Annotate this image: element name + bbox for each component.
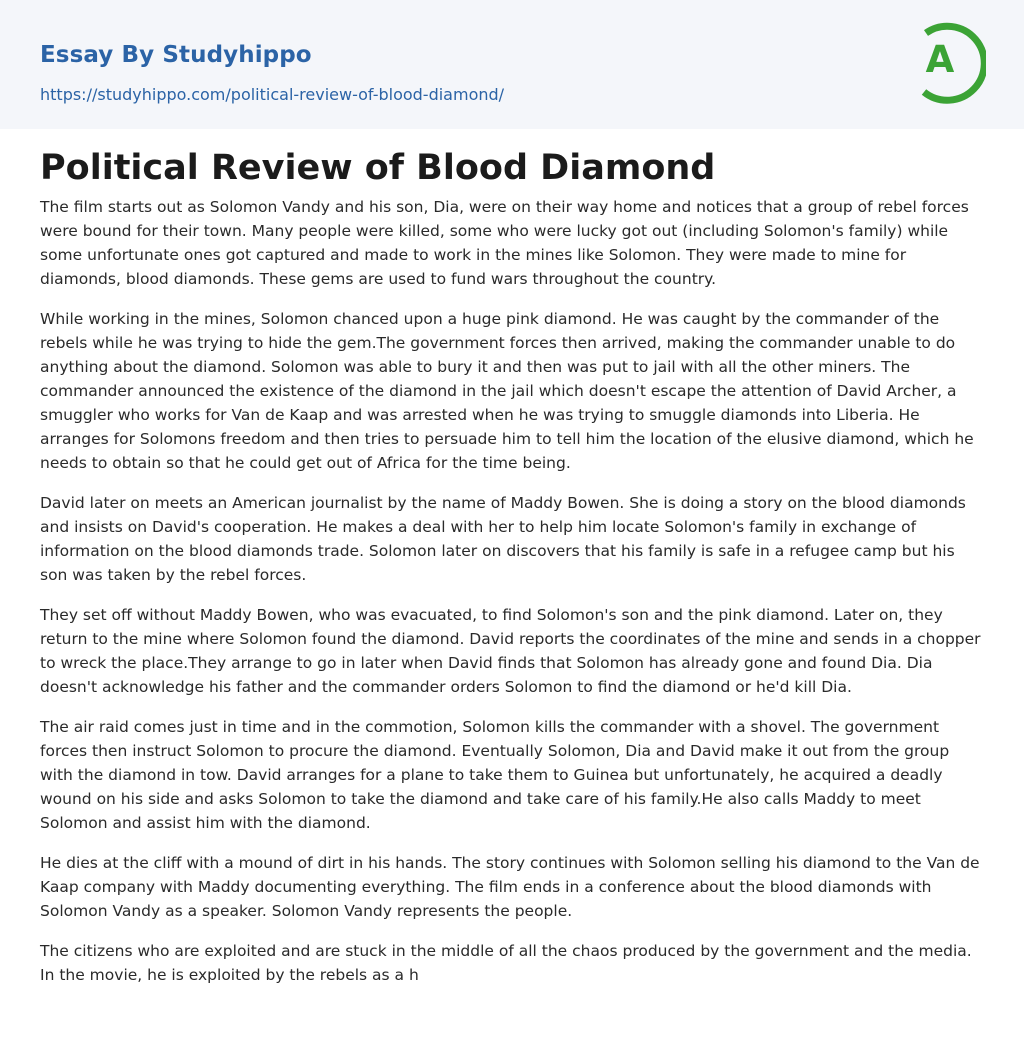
- page-title: Political Review of Blood Diamond: [40, 148, 716, 188]
- paragraph: The air raid comes just in time and in the commotion, Solomon kills the commander with a shovel. The government forces then instruct Solomon to procure the diamond. Eventually Solomon, Dia and David make it out from the group with the diamond in tow. David arranges for a plane to take them to Guinea but unfortunately, he acquired a deadly wound on his side and asks Solomon to take the diamond and take care of his family.He also calls Maddy to meet Solomon and assist him with the diamond.: [40, 718, 950, 832]
- paragraph: David later on meets an American journalist by the name of Maddy Bowen. She is doing a story on the blood diamonds and insists on David's cooperation. He makes a deal with her to help him locate Solomon's family in exchange of information on the blood diamonds trade. Solomon later on discovers that his family is safe in a refugee camp but his son was taken by the rebel forces.: [40, 494, 966, 584]
- paragraph: While working in the mines, Solomon chanced upon a huge pink diamond. He was caught by the commander of the rebels while he was trying to hide the gem.The government forces then arrived, making the commander unable to do anything about the diamond. Solomon was able to bury it and then was put to jail with all the other miners. The commander announced the existence of the diamond in the jail which doesn't escape the attention of David Archer, a smuggler who works for Van de Kaap and was arrested when he was trying to smuggle diamonds into Liberia. He arranges for Solomons freedom and then tries to persuade him to tell him the location of the elusive diamond, which he needs to obtain so that he could get out of Africa for the time being.: [40, 310, 974, 472]
- paragraph: The citizens who are exploited and are stuck in the middle of all the chaos produced by the government and the media. In the movie, he is exploited by the rebels as a h: [40, 942, 972, 984]
- paragraph: They set off without Maddy Bowen, who was evacuated, to find Solomon's son and the pink diamond. Later on, they return to the mine where Solomon found the diamond. David reports the coordinates of the mine and sends in a chopper to wreck the place.They arrange to go in later when David finds that Solomon has already gone and found Dia. Dia doesn't acknowledge his father and the commander orders Solomon to find the diamond or he'd kill Dia.: [40, 606, 981, 696]
- paragraph: The film starts out as Solomon Vandy and his son, Dia, were on their way home and notices that a group of rebel forces were bound for their town. Many people were killed, some who were lucky got out (including Solomon's family) while some unfortunate ones got captured and made to work in the mines like Solomon. They were made to mine for diamonds, blood diamonds. These gems are used to fund wars throughout the country.: [40, 198, 969, 288]
- essay-body: [40, 195, 986, 1003]
- paragraph: He dies at the cliff with a mound of dirt in his hands. The story continues with Solomon selling his diamond to the Van de Kaap company with Maddy documenting everything. The film ends in a conference about the blood diamonds with Solomon Vandy as a speaker. Solomon Vandy represents the people.: [40, 854, 980, 920]
- site-header: [0, 0, 1024, 129]
- brand-name: Essay By Studyhippo: [40, 42, 312, 68]
- studyhippo-logo[interactable]: [912, 19, 986, 105]
- logo-letter: A: [925, 38, 955, 81]
- essay-url-link[interactable]: https://studyhippo.com/political-review-of-blood-diamond/: [40, 85, 505, 104]
